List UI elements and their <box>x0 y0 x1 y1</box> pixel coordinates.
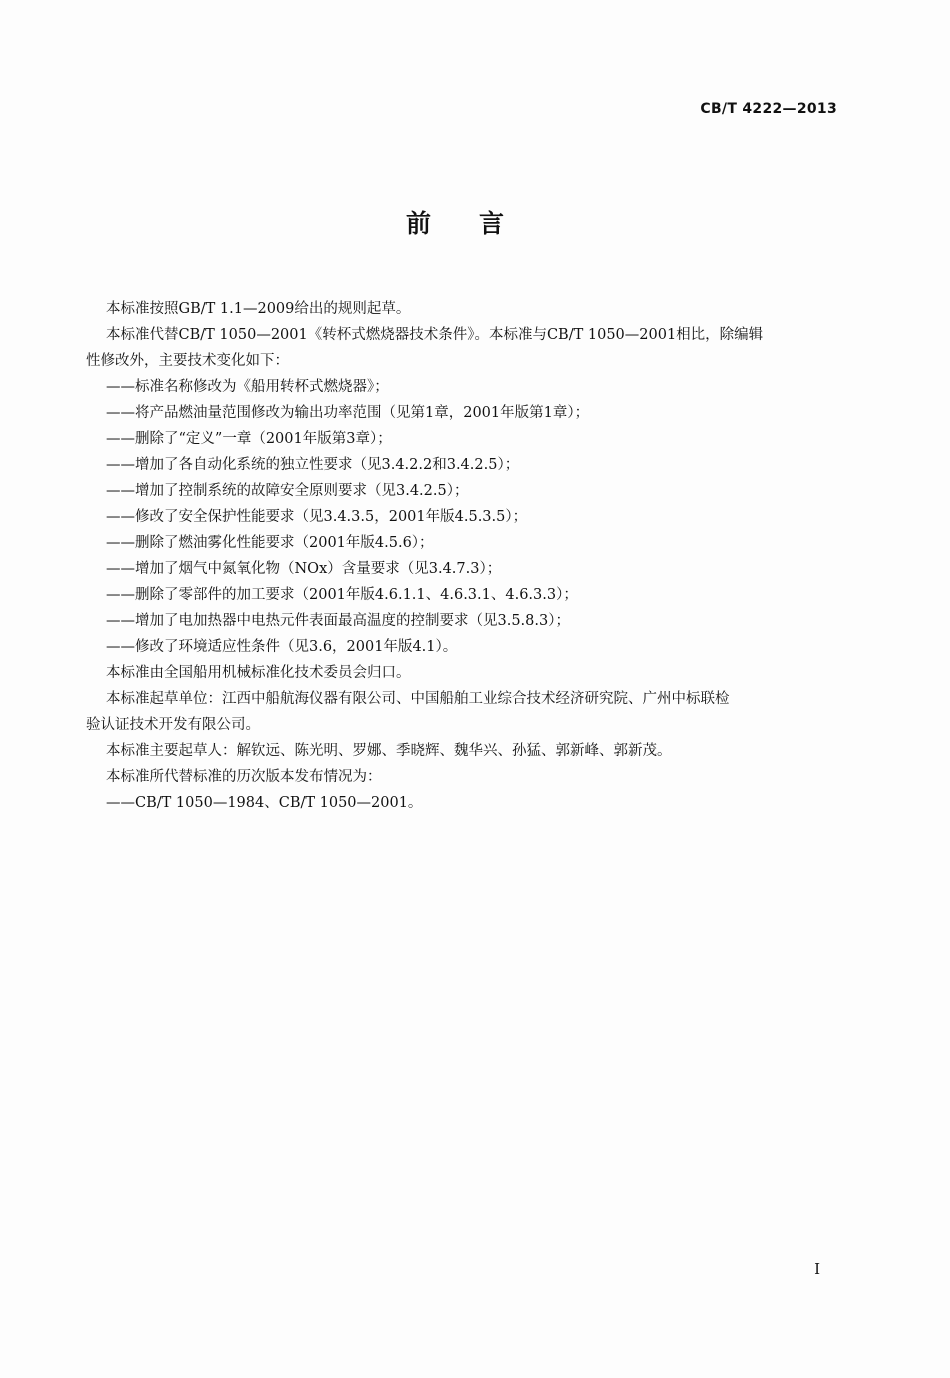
standard-number: CB/T 4222—2013 <box>700 101 837 117</box>
title-char-2: 言 <box>479 209 505 238</box>
paragraph-drafting-rules: 本标准按照GB/T 1.1—2009给出的规则起草。 <box>106 301 411 317</box>
change-item: ——将产品燃油量范围修改为输出功率范围（见第1章，2001年版第1章）； <box>106 405 590 421</box>
paragraph-history-intro: 本标准所代替标准的历次版本发布情况为： <box>106 769 382 785</box>
change-item: ——增加了电加热器中电热元件表面最高温度的控制要求（见3.5.8.3）； <box>106 613 570 629</box>
change-item: ——增加了各自动化系统的独立性要求（见3.4.2.2和3.4.2.5）； <box>106 457 520 473</box>
change-item: ——删除了零部件的加工要求（2001年版4.6.1.1、4.6.3.1、4.6.3.3）； <box>106 587 578 603</box>
change-item: ——增加了烟气中氮氧化物（NOx）含量要求（见3.4.7.3）； <box>106 561 502 577</box>
paragraph-drafting-units-line1: 本标准起草单位：江西中船航海仪器有限公司、中国船舶工业综合技术经济研究院、广州中标联检 <box>106 691 730 707</box>
change-item: ——标准名称修改为《船用转杯式燃烧器》； <box>106 379 389 395</box>
paragraph-technical-committee: 本标准由全国船用机械标准化技术委员会归口。 <box>106 665 411 681</box>
change-item: ——修改了环境适应性条件（见3.6，2001年版4.1）。 <box>106 639 458 655</box>
change-item: ——增加了控制系统的故障安全原则要求（见3.4.2.5）； <box>106 483 469 499</box>
title-char-1: 前 <box>405 209 431 238</box>
paragraph-replacement-line1: 本标准代替CB/T 1050—2001《转杯式燃烧器技术条件》。本标准与CB/T 1050—2001相比，除编辑 <box>106 327 764 343</box>
history-item: ——CB/T 1050—1984、CB/T 1050—2001。 <box>106 795 423 811</box>
change-item: ——修改了安全保护性能要求（见3.4.3.5，2001年版4.5.3.5）； <box>106 509 528 525</box>
paragraph-drafting-units-line2: 验认证技术开发有限公司。 <box>86 717 260 733</box>
page-title <box>0 204 910 240</box>
paragraph-replacement-line2: 性修改外，主要技术变化如下： <box>86 353 289 369</box>
change-item: ——删除了燃油雾化性能要求（2001年版4.5.6）； <box>106 535 434 551</box>
foreword-body <box>86 296 840 816</box>
paragraph-drafters: 本标准主要起草人：解钦远、陈光明、罗娜、季晓辉、魏华兴、孙猛、郭新峰、郭新茂。 <box>106 743 672 759</box>
page-number: I <box>814 1260 820 1278</box>
change-item: ——删除了“定义”一章（2001年版第3章）； <box>106 431 392 447</box>
